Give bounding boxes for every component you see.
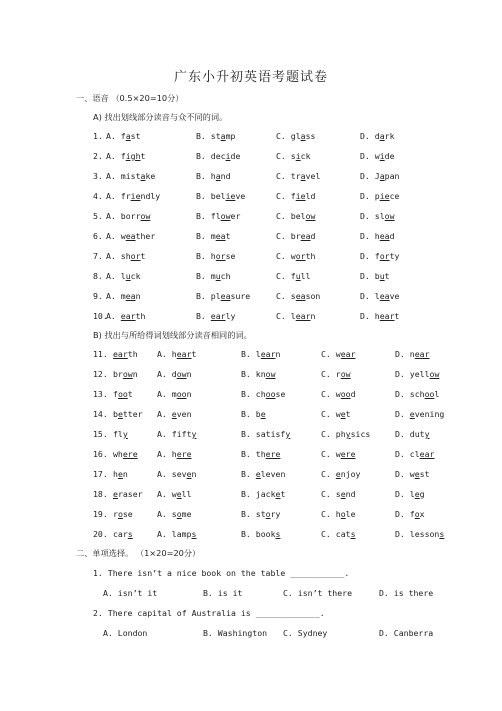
answer-option: B. eleven xyxy=(241,469,286,479)
underlined-letters: y xyxy=(285,429,291,439)
part-b-instruction: B) 找出与所给得词划线部分读音相同的词。 xyxy=(93,330,252,340)
underlined-letters: e xyxy=(176,489,182,499)
underlined-letters: s xyxy=(439,529,445,539)
underlined-letters: o xyxy=(117,509,123,519)
underlined-letters: i xyxy=(295,151,301,161)
answer-option: C. travel xyxy=(276,171,321,181)
answer-option: D. Japan xyxy=(360,171,400,181)
answer-option: D. leg xyxy=(395,489,425,499)
answer-option: B. Washington xyxy=(203,628,268,638)
underlined-letters: ea xyxy=(379,231,390,241)
answer-option: C. full xyxy=(276,271,311,281)
underlined-letters: ere xyxy=(340,449,356,459)
underlined-letters: e xyxy=(275,489,281,499)
underlined-letters: ear xyxy=(414,349,430,359)
answer-option: C. physics xyxy=(321,429,371,439)
underlined-letters: ear xyxy=(176,349,192,359)
answer-option: D. lessons xyxy=(395,529,445,539)
answer-option: A. here xyxy=(157,449,192,459)
answer-option: D. heart xyxy=(360,311,400,321)
answer-option: C. learn xyxy=(276,311,316,321)
answer-option: D. piece xyxy=(360,191,400,201)
underlined-letters: ea xyxy=(295,291,306,301)
underlined-letters: oo xyxy=(176,389,187,399)
underlined-letters: oo xyxy=(340,389,351,399)
question-number: 8. xyxy=(93,271,103,281)
answer-option: C. isn’t there xyxy=(283,588,353,598)
underlined-letters: a xyxy=(215,171,221,181)
question-number: 12. xyxy=(93,369,108,379)
underlined-letters: igh xyxy=(125,151,141,161)
answer-option: C. row xyxy=(321,369,351,379)
answer-option: C. sick xyxy=(276,151,311,161)
question-number: 17. xyxy=(93,469,108,479)
question-number: 20. xyxy=(93,529,108,539)
answer-option: A. fast xyxy=(106,131,141,141)
underlined-letters: or xyxy=(295,251,306,261)
underlined-letters: e xyxy=(414,469,420,479)
underlined-letters: ie xyxy=(130,191,141,201)
answer-option: A. luck xyxy=(106,271,141,281)
answer-option: D. evening xyxy=(395,409,445,419)
section-1-heading: 一、语音 （0.5×20=10分） xyxy=(76,93,184,103)
underlined-letters: a xyxy=(300,171,306,181)
answer-option: C. send xyxy=(321,489,356,499)
underlined-letters: ear xyxy=(260,349,276,359)
underlined-letters: ow xyxy=(429,369,440,379)
answer-option: C. enjoy xyxy=(321,469,361,479)
underlined-letters: ow xyxy=(176,369,187,379)
underlined-letters: o xyxy=(265,509,271,519)
underlined-letters: ea xyxy=(379,291,390,301)
underlined-letters: ear xyxy=(210,311,226,321)
underlined-letters: e xyxy=(409,409,415,419)
underlined-letters: ere xyxy=(176,449,192,459)
answer-option: A. fifty xyxy=(157,429,197,439)
answer-option: B. horse xyxy=(196,251,236,261)
question-number: 7. xyxy=(93,251,103,261)
underlined-letters: ere xyxy=(122,449,138,459)
answer-option: A. even xyxy=(157,409,192,419)
underlined-letters: ear xyxy=(340,349,356,359)
underlined-letters: ow xyxy=(122,369,133,379)
underlined-letters: ow xyxy=(220,211,231,221)
underlined-letters: e xyxy=(117,409,123,419)
underlined-letters: u xyxy=(125,271,131,281)
answer-option: D. Canberra xyxy=(379,628,434,638)
page-title: 广东小升初英语考题试卷 xyxy=(173,70,328,85)
underlined-letters: ere xyxy=(265,449,281,459)
answer-option: A. weather xyxy=(106,231,156,241)
answer-option: D. school xyxy=(395,389,440,399)
part-a-instruction: A) 找出划线部分读音与众不同的词。 xyxy=(93,112,228,122)
question-number: 10. xyxy=(93,311,108,321)
underlined-letters: s xyxy=(191,529,197,539)
underlined-letters: e xyxy=(260,409,266,419)
underlined-letters: u xyxy=(295,271,301,281)
answer-option: D. is there xyxy=(379,588,434,598)
answer-option: B. meat xyxy=(196,231,231,241)
underlined-letters: s xyxy=(275,529,281,539)
underlined-letters: ow xyxy=(140,211,151,221)
answer-option: D. slow xyxy=(360,211,395,221)
answer-option: B. early xyxy=(196,311,236,321)
underlined-letters: a xyxy=(220,131,226,141)
question-text: 1. There isn’t a nice book on the table ___________. xyxy=(93,568,350,578)
underlined-letters: oo xyxy=(424,389,435,399)
answer-option: A. London xyxy=(103,628,148,638)
underlined-letters: e xyxy=(335,469,341,479)
answer-option: C. wood xyxy=(321,389,356,399)
answer-option: A. mistake xyxy=(106,171,156,181)
answer-option: D. dark xyxy=(360,131,395,141)
underlined-letters: o xyxy=(414,509,420,519)
answer-option: B. flower xyxy=(196,211,241,221)
answer-option: A. seven xyxy=(157,469,197,479)
answer-option: D. near xyxy=(395,349,430,359)
given-word: hen xyxy=(113,469,128,479)
given-word: eraser xyxy=(113,489,143,499)
underlined-letters: a xyxy=(300,131,306,141)
underlined-letters: or xyxy=(379,251,390,261)
answer-option: A. down xyxy=(157,369,192,379)
answer-option: B. stamp xyxy=(196,131,236,141)
underlined-letters: e xyxy=(117,469,123,479)
answer-option: C. bread xyxy=(276,231,316,241)
answer-option: B. know xyxy=(241,369,276,379)
underlined-letters: ear xyxy=(295,311,311,321)
underlined-letters: o xyxy=(176,509,182,519)
question-number: 3. xyxy=(93,171,103,181)
underlined-letters: oo xyxy=(265,389,276,399)
underlined-letters: ow xyxy=(265,369,276,379)
underlined-letters: s xyxy=(127,529,133,539)
answer-option: C. worth xyxy=(276,251,316,261)
answer-option: C. season xyxy=(276,291,321,301)
underlined-letters: ow xyxy=(384,211,395,221)
answer-option: A. mean xyxy=(106,291,141,301)
answer-option: C. were xyxy=(321,449,356,459)
answer-option: D. yellow xyxy=(395,369,440,379)
question-number: 16. xyxy=(93,449,108,459)
underlined-letters: ea xyxy=(300,231,311,241)
answer-option: B. is it xyxy=(203,588,243,598)
answer-option: D. wide xyxy=(360,151,395,161)
answer-option: A. heart xyxy=(157,349,197,359)
answer-option: D. west xyxy=(395,469,430,479)
given-word: rose xyxy=(113,509,133,519)
underlined-letters: i xyxy=(225,151,231,161)
answer-option: A. well xyxy=(157,489,192,499)
answer-option: A. friendly xyxy=(106,191,161,201)
answer-option: D. clear xyxy=(395,449,435,459)
question-number: 19. xyxy=(93,509,108,519)
answer-option: C. wear xyxy=(321,349,356,359)
answer-option: D. but xyxy=(360,271,390,281)
given-word: cars xyxy=(113,529,133,539)
answer-option: A. lamps xyxy=(157,529,197,539)
given-word: fly xyxy=(113,429,128,439)
underlined-letters: u xyxy=(215,271,221,281)
underlined-letters: e xyxy=(340,489,346,499)
underlined-letters: e xyxy=(255,469,261,479)
question-number: 14. xyxy=(93,409,108,419)
underlined-letters: ea xyxy=(125,231,136,241)
underlined-letters: ear xyxy=(120,311,136,321)
underlined-letters: u xyxy=(379,271,385,281)
answer-option: A. borrow xyxy=(106,211,151,221)
question-number: 2. xyxy=(93,151,103,161)
given-word: brown xyxy=(113,369,138,379)
answer-option: D. duty xyxy=(395,429,430,439)
question-number: 5. xyxy=(93,211,103,221)
question-number: 13. xyxy=(93,389,108,399)
underlined-letters: y xyxy=(122,429,128,439)
answer-option: A. some xyxy=(157,509,192,519)
underlined-letters: e xyxy=(340,409,346,419)
answer-option: B. decide xyxy=(196,151,241,161)
underlined-letters: a xyxy=(379,131,385,141)
underlined-letters: or xyxy=(130,251,141,261)
question-number: 11. xyxy=(93,349,108,359)
answer-option: B. choose xyxy=(241,389,286,399)
given-word: earth xyxy=(113,349,138,359)
underlined-letters: ear xyxy=(419,449,435,459)
underlined-letters: a xyxy=(125,131,131,141)
underlined-letters: ear xyxy=(113,349,128,359)
answer-option: A. earth xyxy=(106,311,146,321)
underlined-letters: e xyxy=(186,469,192,479)
underlined-letters: o xyxy=(340,509,346,519)
underlined-letters: ea xyxy=(215,231,226,241)
answer-option: B. jacket xyxy=(241,489,286,499)
answer-option: C. cats xyxy=(321,529,356,539)
answer-option: C. glass xyxy=(276,131,316,141)
answer-option: B. believe xyxy=(196,191,246,201)
answer-option: A. fight xyxy=(106,151,146,161)
answer-option: B. books xyxy=(241,529,281,539)
question-number: 15. xyxy=(93,429,108,439)
answer-option: D. head xyxy=(360,231,395,241)
answer-option: D. fox xyxy=(395,509,425,519)
underlined-letters: y xyxy=(191,429,197,439)
underlined-letters: oo xyxy=(117,389,128,399)
underlined-letters: a xyxy=(379,171,385,181)
question-number: 6. xyxy=(93,231,103,241)
question-number: 9. xyxy=(93,291,103,301)
answer-option: B. much xyxy=(196,271,231,281)
answer-option: A. moon xyxy=(157,389,192,399)
underlined-letters: ea xyxy=(125,291,136,301)
underlined-letters: s xyxy=(350,529,356,539)
answer-option: A. isn’t it xyxy=(103,588,158,598)
underlined-letters: ie xyxy=(225,191,236,201)
underlined-letters: ow xyxy=(340,369,351,379)
underlined-letters: i xyxy=(379,151,385,161)
section-2-heading: 二、单项选择。 （1×20=20分） xyxy=(76,548,201,558)
underlined-letters: e xyxy=(171,409,177,419)
underlined-letters: e xyxy=(113,489,118,499)
answer-option: C. field xyxy=(276,191,316,201)
underlined-letters: ea xyxy=(220,291,231,301)
question-number: 4. xyxy=(93,191,103,201)
underlined-letters: ear xyxy=(379,311,395,321)
underlined-letters: ow xyxy=(305,211,316,221)
answer-option: C. hole xyxy=(321,509,356,519)
underlined-letters: a xyxy=(140,171,146,181)
answer-option: B. there xyxy=(241,449,281,459)
answer-option: C. Sydney xyxy=(283,628,328,638)
answer-option: D. forty xyxy=(360,251,400,261)
answer-option: C. wet xyxy=(321,409,351,419)
question-number: 18. xyxy=(93,489,108,499)
underlined-letters: ie xyxy=(295,191,306,201)
answer-option: B. pleasure xyxy=(196,291,251,301)
given-word: better xyxy=(113,409,143,419)
answer-option: B. be xyxy=(241,409,266,419)
answer-option: D. leave xyxy=(360,291,400,301)
underlined-letters: or xyxy=(215,251,226,261)
answer-option: B. story xyxy=(241,509,281,519)
given-word: where xyxy=(113,449,138,459)
question-number: 1. xyxy=(93,131,103,141)
given-word: foot xyxy=(113,389,133,399)
answer-option: B. satisfy xyxy=(241,429,291,439)
underlined-letters: ie xyxy=(379,191,390,201)
question-text: 2. There capital of Australia is _____________. xyxy=(93,608,325,618)
underlined-letters: y xyxy=(345,429,351,439)
answer-option: A. short xyxy=(106,251,146,261)
underlined-letters: y xyxy=(424,429,430,439)
answer-option: B. hand xyxy=(196,171,231,181)
answer-option: B. learn xyxy=(241,349,281,359)
answer-option: C. below xyxy=(276,211,316,221)
underlined-letters: e xyxy=(414,489,420,499)
